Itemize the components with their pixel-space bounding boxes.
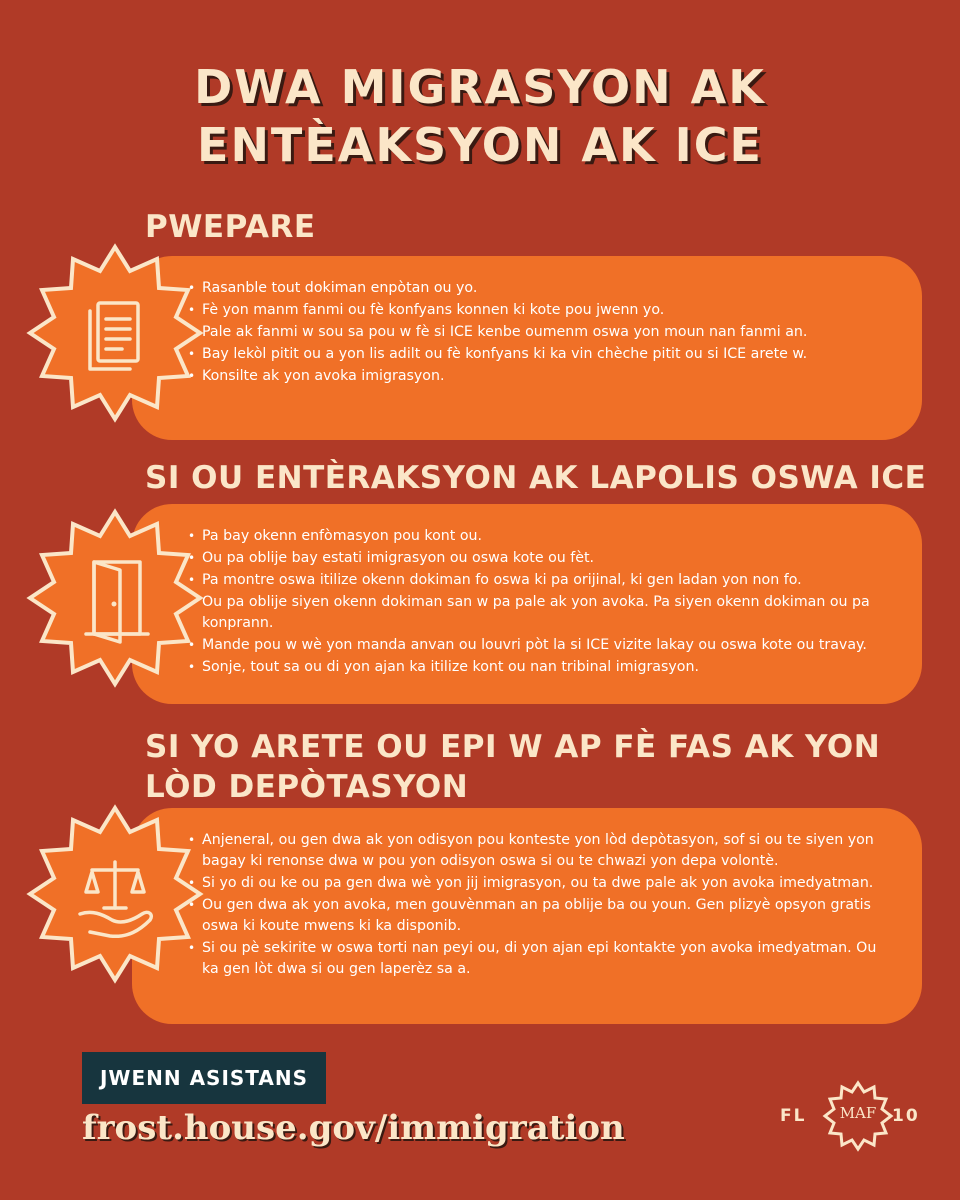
page-title [0,58,960,174]
section-heading-line-1: SI YO ARETE OU EPI W AP FÈ FAS AK YON [145,729,881,765]
bullet-list [188,278,894,387]
section-heading-line-2: LÒD DEPÒTASYON [145,769,469,805]
list-item: • Ou pa oblije bay estati imigrasyon ou oswa kote ou fèt. [188,548,894,569]
list-item: • Konsilte ak yon avoka imigrasyon. [188,366,894,387]
section-panel-interaction [132,504,922,704]
list-item: • Ou pa oblije siyen okenn dokiman san w pa pale ak yon avoka. Pa siyen okenn dokiman ou pa konprann. [188,592,894,634]
list-item: • Pa montre oswa itilize okenn dokiman fo oswa ki pa orijinal, ki gen ladan yon non fo. [188,570,894,591]
get-help-label: JWENN ASISTANS [82,1052,326,1104]
list-item: • Pale ak fanmi w sou sa pou w fè si ICE kenbe oumenm oswa yon moun nan fanmi an. [188,322,894,343]
section-panel-pwepare [132,256,922,440]
list-item: • Anjeneral, ou gen dwa ak yon odisyon pou konteste yon lòd depòtasyon, sof si ou te siyen yon bagay ki renonse dwa w pou yon odisyon oswa si ou te chwazi yon depa volontè. [188,830,894,872]
document-icon [20,235,210,425]
logo-district: 10 [892,1106,920,1126]
list-item: • Si yo di ou ke ou pa gen dwa wè yon jij imigrasyon, ou ta dwe pale ak yon avoka imedyatman. [188,873,894,894]
section-heading-pwepare: PWEPARE [145,209,316,245]
section-panel-deportation [132,808,922,1024]
list-item: • Rasanble tout dokiman enpòtan ou yo. [188,278,894,299]
scales-of-justice-icon [20,796,210,986]
bullet-list [188,830,894,980]
section-heading-deportation [145,727,880,807]
list-item: • Fè yon manm fanmi ou fè konfyans konnen ki kote pou jwenn yo. [188,300,894,321]
section-heading-interaction: SI OU ENTÈRAKSYON AK LAPOLIS OSWA ICE [145,460,927,496]
bullet-list [188,526,894,678]
door-icon [20,500,210,690]
page-title-line-1: DWA MIGRASYON AK [194,60,766,114]
list-item: • Mande pou w wè yon manda anvan ou louvri pòt la si ICE vizite lakay ou oswa kote ou travay. [188,635,894,656]
list-item: • Ou gen dwa ak yon avoka, men gouvènman an pa oblije ba ou youn. Gen plizyè opsyon gratis oswa ki koute mwens ki ka disponib. [188,895,894,937]
logo-mark-text: MAF [839,1104,877,1122]
list-item: • Si ou pè sekirite w oswa torti nan peyi ou, di yon ajan epi kontakte yon avoka imedyatman. Ou ka gen lòt dwa si ou gen laperèz sa a. [188,938,894,980]
logo-state: FL [780,1106,807,1126]
list-item: • Pa bay okenn enfòmasyon pou kont ou. [188,526,894,547]
district-logo [780,1080,920,1152]
list-item: • Sonje, tout sa ou di yon ajan ka itilize kont ou nan tribinal imigrasyon. [188,657,894,678]
list-item: • Bay lekòl pitit ou a yon lis adilt ou fè konfyans ki ka vin chèche pitit ou si ICE arete w. [188,344,894,365]
page-title-line-2: ENTÈAKSYON AK ICE [197,118,763,172]
help-url-link[interactable]: frost.house.gov/immigration [82,1108,625,1148]
